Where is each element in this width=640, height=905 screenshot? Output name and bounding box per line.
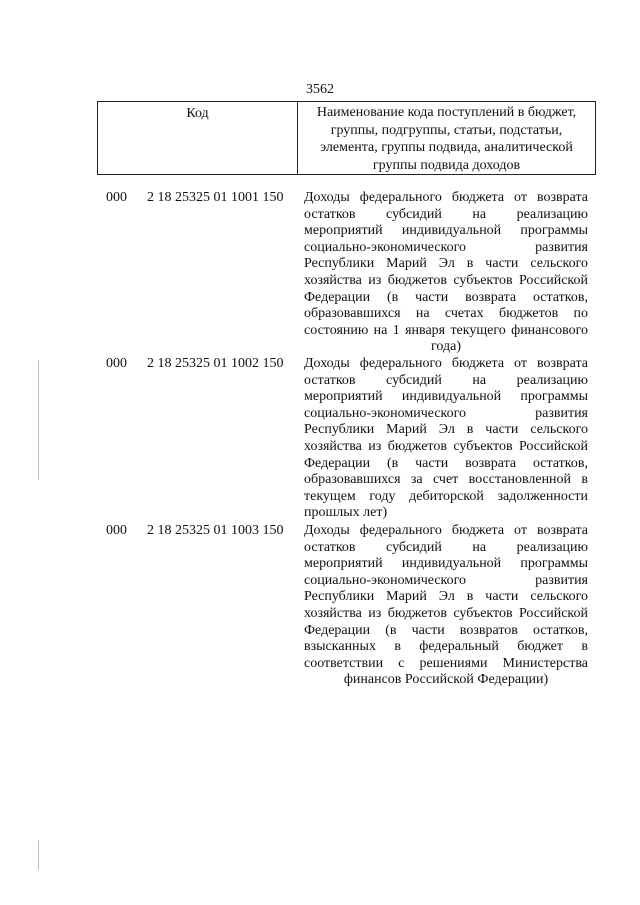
name-column-header xyxy=(298,102,595,174)
description-line: финансов Российской Федерации) xyxy=(343,672,549,688)
description-line: мероприятий индивидуальной программы xyxy=(304,389,588,405)
description-line: Федерации (в части возврата остатков, xyxy=(304,455,588,471)
description-line: мероприятий индивидуальной программы xyxy=(304,223,588,239)
description-line: мероприятий индивидуальной программы xyxy=(304,556,588,572)
code-column-header: Код xyxy=(98,102,298,174)
description-line: текущем году дебиторской задолженности xyxy=(304,488,588,504)
description-line: Доходы федерального бюджета от возврата xyxy=(304,523,588,538)
income-code: 2 18 25325 01 1001 150 xyxy=(147,190,284,205)
income-description xyxy=(304,356,588,522)
description-line: Федерации (в части возвратов остатков, xyxy=(304,622,588,638)
description-line: хозяйства из бюджетов субъектов Российской xyxy=(304,272,588,288)
header-line: элемента, группы подвида, аналитической xyxy=(320,140,573,155)
header-line: группы, подгруппы, статьи, подстатьи, xyxy=(330,122,563,138)
description-line: года) xyxy=(431,339,461,355)
description-line: соответствии с решениями Министерства xyxy=(304,655,588,671)
description-line: прошлых лет) xyxy=(304,505,388,521)
description-line: взысканных в федеральный бюджет в xyxy=(304,639,588,655)
scan-edge-mark xyxy=(38,360,39,480)
description-line: хозяйства из бюджетов субъектов Российской xyxy=(304,438,588,454)
description-line: хозяйства из бюджетов субъектов Российской xyxy=(304,605,588,621)
income-description xyxy=(304,190,588,356)
description-line: Республики Марий Эл в части сельского xyxy=(304,422,588,438)
income-code: 2 18 25325 01 1003 150 xyxy=(147,523,284,538)
description-line: Республики Марий Эл в части сельского xyxy=(304,589,588,605)
admin-code: 000 xyxy=(106,356,127,371)
description-line: остатков субсидий на реализацию xyxy=(304,372,588,388)
description-line: Федерации (в части возврата остатков, xyxy=(304,289,588,305)
income-code: 2 18 25325 01 1002 150 xyxy=(147,356,284,371)
admin-code: 000 xyxy=(106,190,127,205)
description-line: Доходы федерального бюджета от возврата xyxy=(304,356,588,371)
description-line: остатков субсидий на реализацию xyxy=(304,206,588,222)
header-line: группы подвида доходов xyxy=(372,157,521,173)
description-line: состоянию на 1 января текущего финансового xyxy=(304,322,588,338)
description-line: Республики Марий Эл в части сельского xyxy=(304,256,588,272)
admin-code: 000 xyxy=(106,523,127,538)
description-line: социально-экономического развития xyxy=(304,239,588,255)
page-number: 3562 xyxy=(306,82,334,97)
description-line: социально-экономического развития xyxy=(304,405,588,421)
description-line: Доходы федерального бюджета от возврата xyxy=(304,190,588,205)
income-description xyxy=(304,523,588,689)
description-line: остатков субсидий на реализацию xyxy=(304,539,588,555)
description-line: образовавшихся за счет восстановленной в xyxy=(304,472,588,488)
description-line: образовавшихся на счетах бюджетов по xyxy=(304,306,588,322)
description-line: социально-экономического развития xyxy=(304,572,588,588)
header-line: Наименование кода поступлений в бюджет, xyxy=(316,105,577,120)
table-header xyxy=(97,101,596,175)
scan-edge-mark xyxy=(38,840,39,870)
